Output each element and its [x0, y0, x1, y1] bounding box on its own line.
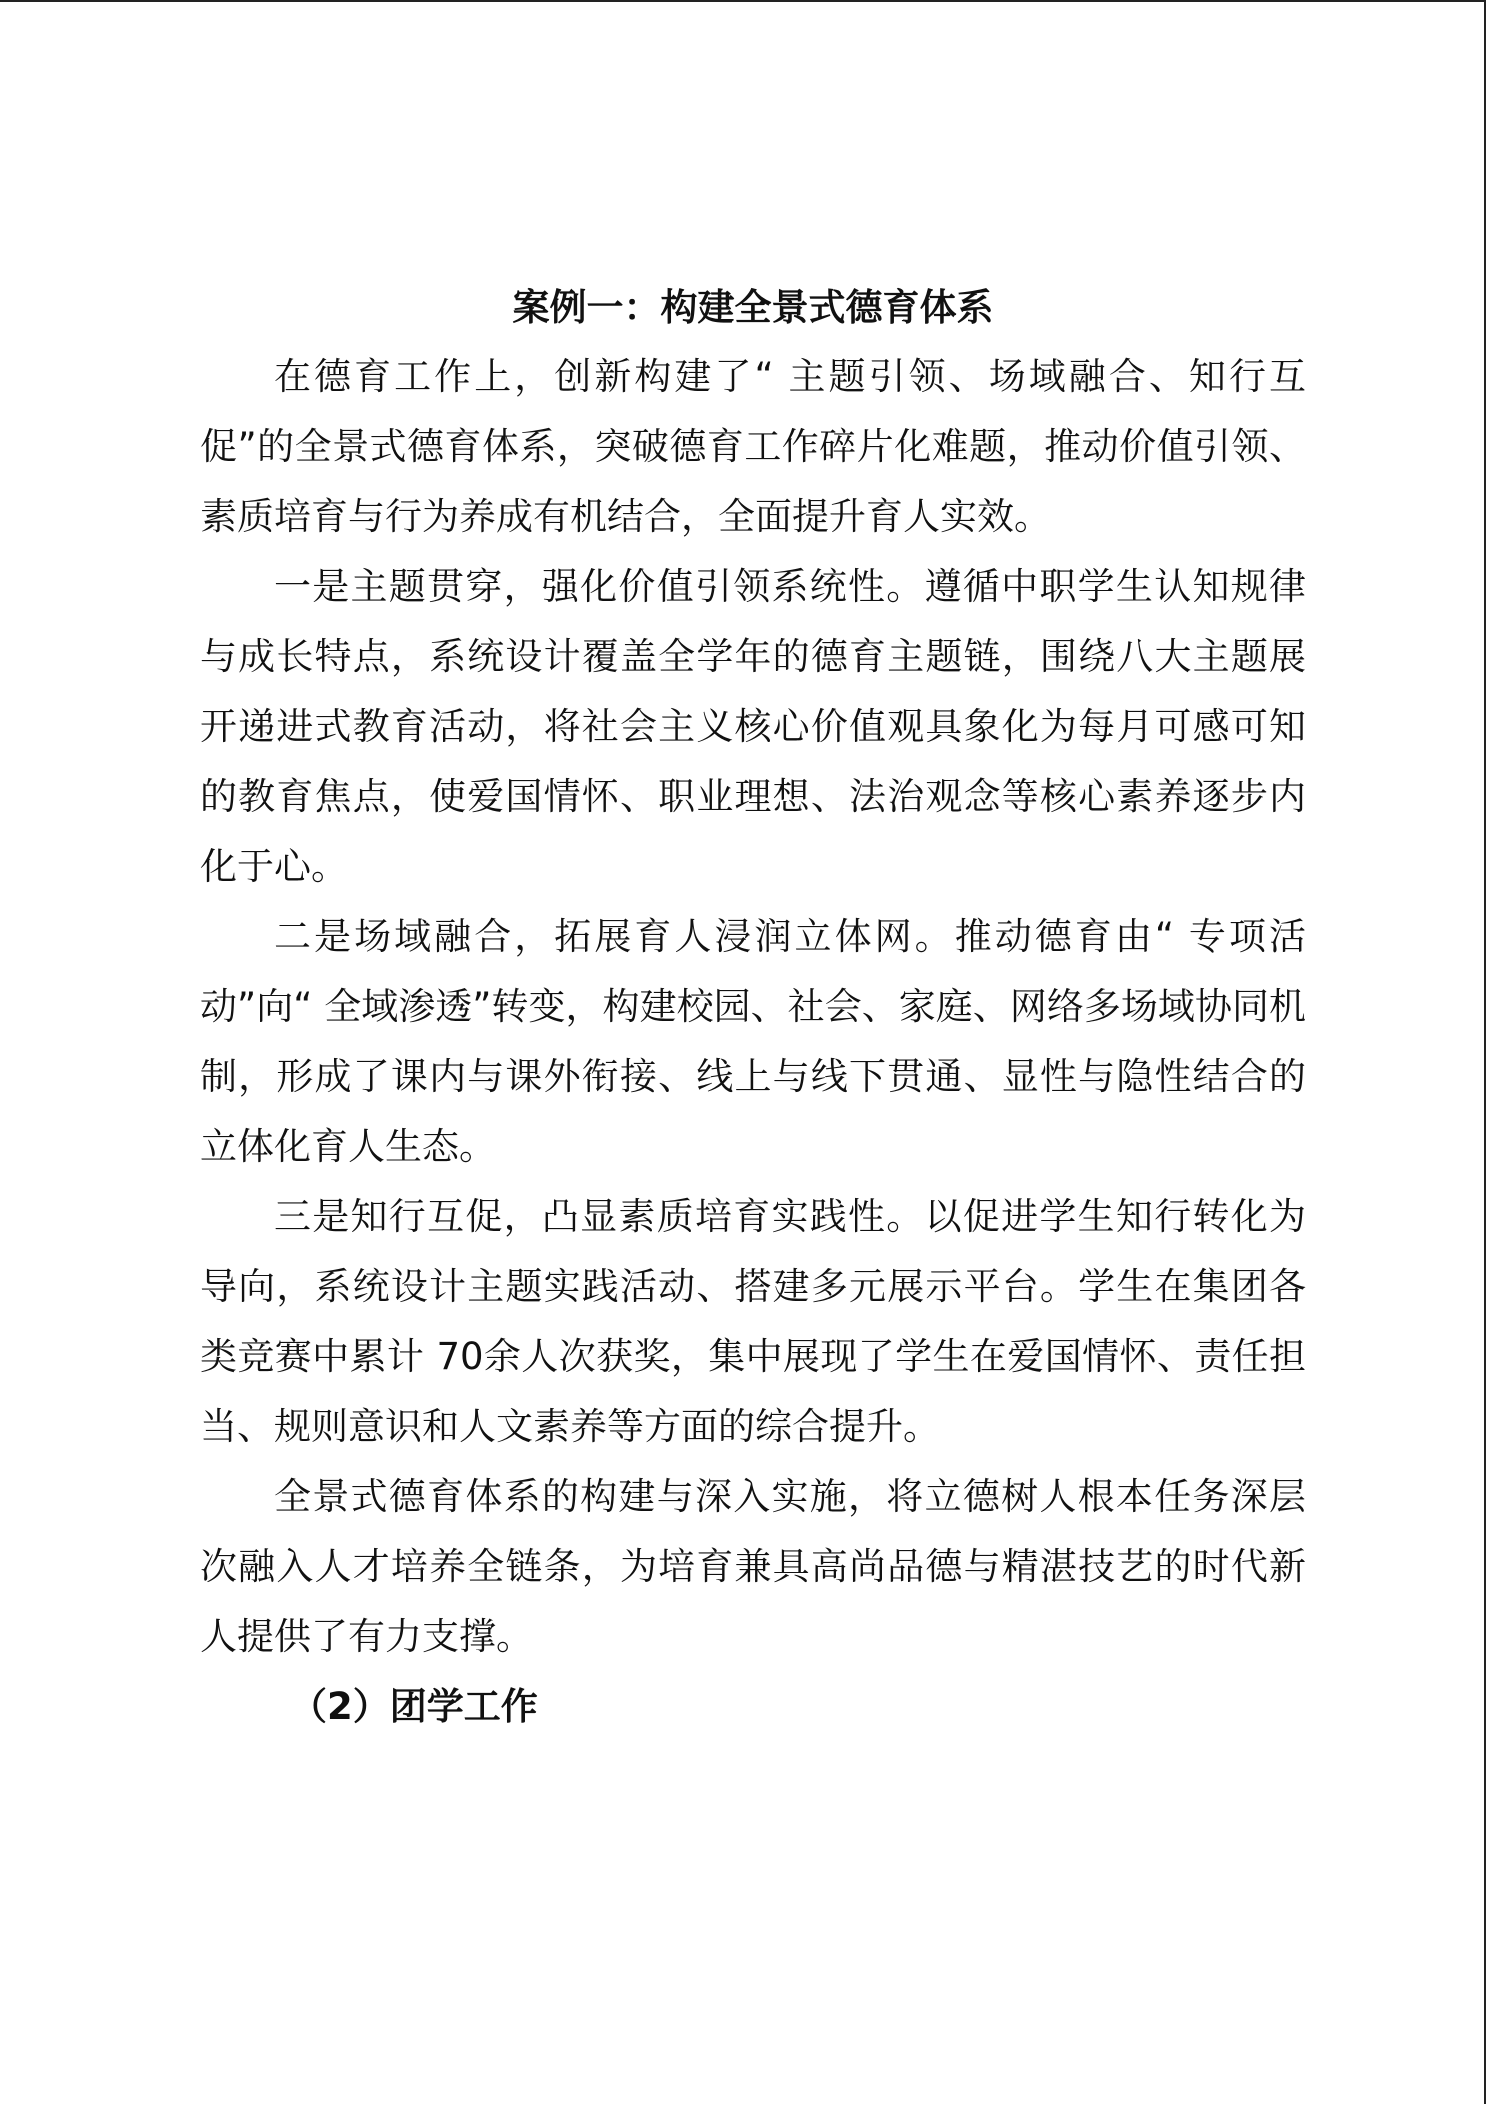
document-body [200, 280, 1306, 1742]
section-heading: （2）团学工作 [290, 1685, 538, 1728]
paragraph-conclusion: 全景式德育体系的构建与深入实施，将立德树人根本任务深层次融入人才培养全链条，为培育兼具高尚品德与精湛技艺的时代新人提供了有力支撑。 [200, 1475, 1306, 1658]
case-title: 案例一：构建全景式德育体系 [512, 286, 994, 329]
paragraph-theme: 一是主题贯穿，强化价值引领系统性。遵循中职学生认知规律与成长特点，系统设计覆盖全学年的德育主题链，围绕八大主题展开递进式教育活动，将社会主义核心价值观具象化为每月可感可知的教育焦点，使爱国情怀、职业理想、法治观念等核心素养逐步内化于心。 [200, 565, 1306, 888]
paragraph-field-fusion: 二是场域融合，拓展育人浸润立体网。推动德育由“ 专项活动”向“ 全域渗透”转变，构建校园、社会、家庭、网络多场域协同机制，形成了课内与课外衔接、线上与线下贯通、显性与隐性结合的立体化育人生态。 [200, 915, 1306, 1168]
paragraph-intro: 在德育工作上，创新构建了“ 主题引领、场域融合、知行互促”的全景式德育体系，突破德育工作碎片化难题，推动价值引领、素质培育与行为养成有机结合，全面提升育人实效。 [200, 355, 1306, 538]
paragraph-practice: 三是知行互促，凸显素质培育实践性。以促进学生知行转化为导向，系统设计主题实践活动、搭建多元展示平台。学生在集团各类竞赛中累计 70余人次获奖，集中展现了学生在爱国情怀、责任担当、规则意识和人文素养等方面的综合提升。 [200, 1195, 1306, 1448]
